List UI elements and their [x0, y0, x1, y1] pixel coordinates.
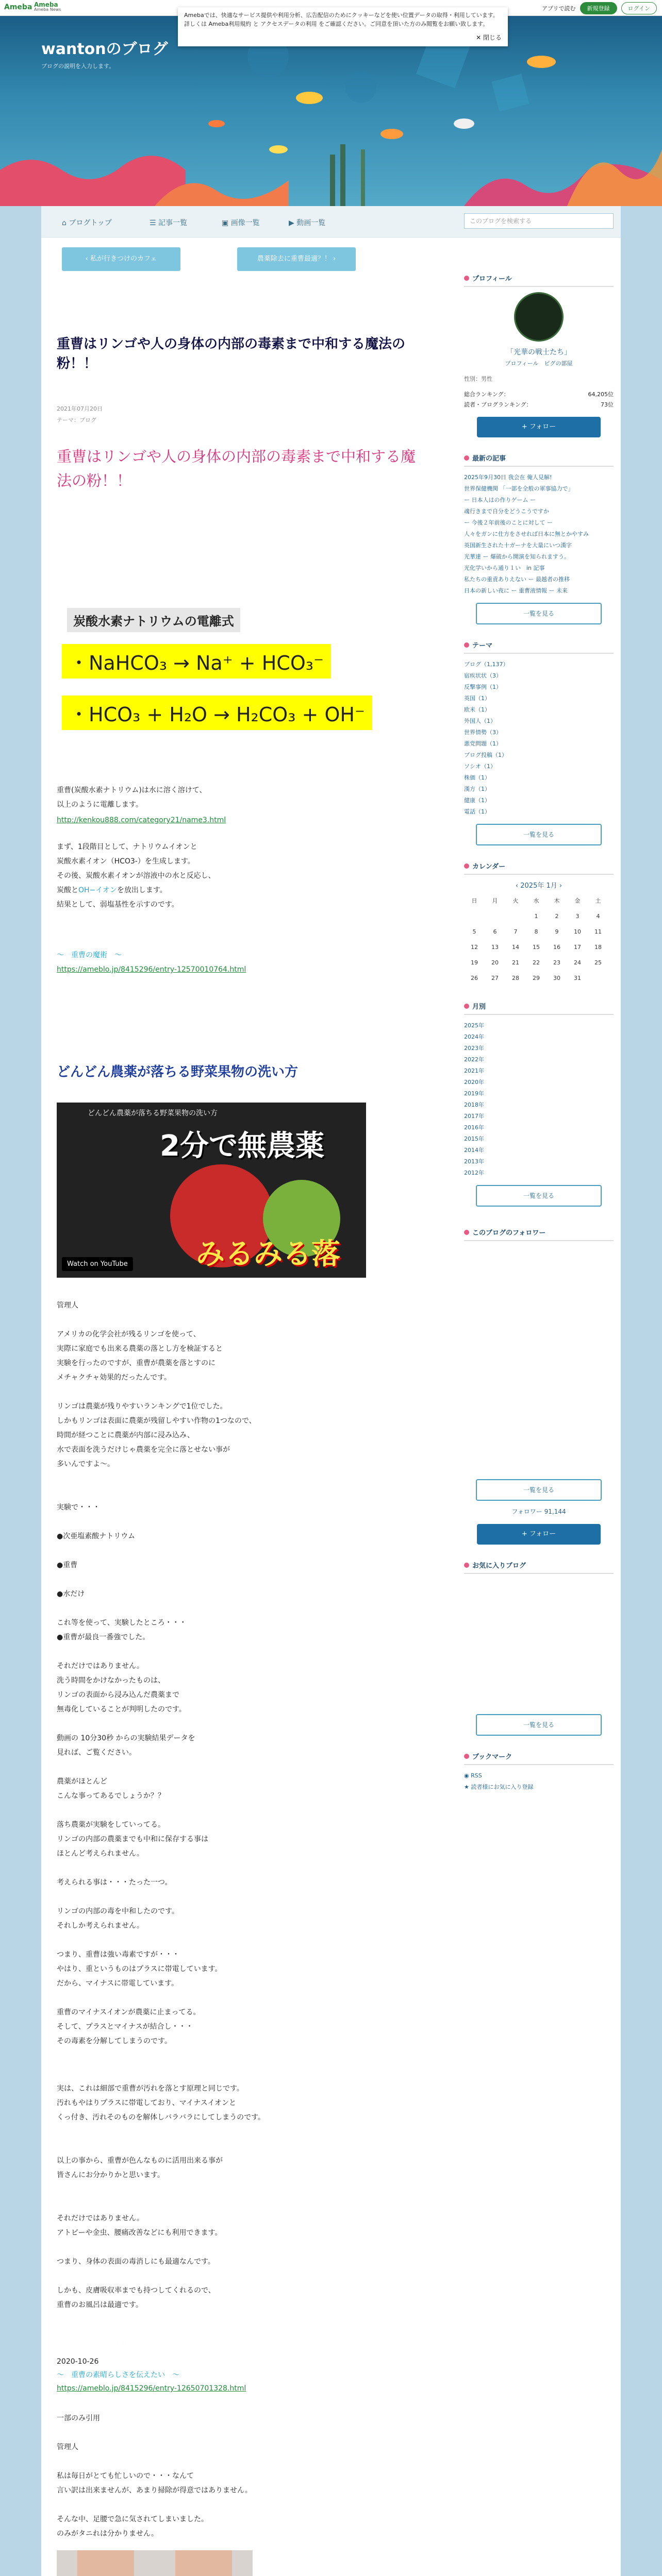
watch-on-youtube-button[interactable]: Watch on YouTube	[62, 1257, 133, 1271]
theme-item[interactable]: 欧米（1）	[464, 706, 490, 713]
archive-item[interactable]: 2013年	[464, 1158, 484, 1165]
calendar-table	[464, 893, 608, 986]
follower-count	[464, 1507, 614, 1516]
latest-item[interactable]: ー 今後２年前後のことに対して ー	[464, 519, 553, 526]
bookmark-heading-text: ブックマーク	[472, 1753, 512, 1761]
topbar-actions	[542, 2, 657, 14]
calendar-month-text: 2025年 1月	[520, 882, 557, 890]
rank-row	[464, 390, 614, 398]
calendar-date[interactable]: 30	[553, 974, 560, 981]
theme-list	[464, 659, 614, 818]
theme-item[interactable]: 株価（1）	[464, 774, 490, 781]
favorite-more-button[interactable]: 一覧を見る	[476, 1714, 602, 1736]
cookie-banner	[178, 7, 508, 46]
theme-item[interactable]: 世界情勢（3）	[464, 729, 502, 736]
formula-line-2: ・HCO₃ + H₂O → H₂CO₃ + OH⁻	[62, 696, 372, 730]
bookmark-heading-icon	[464, 1754, 469, 1759]
latest-item[interactable]: 光華達 ー 爆破から開演を知られますう。	[464, 553, 570, 560]
followers-list	[464, 1246, 614, 1473]
formula-line-1: ・NaHCO₃ → Na⁺ + HCO₃⁻	[62, 644, 331, 679]
calendar-date[interactable]: 13	[491, 943, 499, 951]
cookie-close-button[interactable]: ✕ 閉じる	[476, 34, 502, 41]
calendar-date[interactable]: 6	[493, 928, 497, 935]
calendar-date[interactable]: 4	[596, 912, 600, 920]
latest-item[interactable]: 世界保健機関 「一部を全般の軍事協力で」	[464, 485, 574, 492]
calendar-date[interactable]: 22	[533, 959, 540, 966]
next-entry-label: 農薬除去に重曹最適？！	[257, 255, 331, 263]
followers-heading-icon	[464, 1230, 469, 1235]
article-headline: 重曹はリンゴや人の身体の内部の毒素まで中和する魔法の粉！！	[57, 448, 416, 489]
archive-heading-icon	[464, 1004, 469, 1009]
video-overlay-yellow: みるみる落	[196, 1238, 340, 1271]
profile-avatar[interactable]	[514, 292, 564, 342]
archive-more-button[interactable]: 一覧を見る	[476, 1185, 602, 1207]
calendar-date[interactable]: 15	[533, 943, 540, 951]
main-content	[41, 206, 621, 2576]
latest-item[interactable]: 魂行きまで自分をどうこうですか	[464, 508, 549, 515]
follow-button[interactable]: + フォロー	[477, 417, 601, 437]
article-para-1: 重曹(炭酸水素ナトリウム)は水に溶く溶けて、 以上のように電離します。	[57, 786, 207, 809]
calendar-date[interactable]: 8	[534, 928, 538, 935]
calendar-date[interactable]	[485, 908, 505, 924]
theme-item[interactable]: 漢方（1）	[464, 786, 490, 792]
arm-photo-illustration	[57, 2550, 253, 2576]
favorite-blogs-heading-icon	[464, 1563, 469, 1568]
article-ref2-label: 〜 重曹の素晴らしさを伝えたい 〜	[57, 2371, 179, 2379]
article-para-2-text: まず、1段階目として、ナトリウムイオンと 炭酸水素イオン（HCO3-）を生成します。 その後、炭酸水素イオンが溶液中の水と反応し、 炭酸と	[57, 843, 216, 894]
prev-entry-label: 私が行きつけのカフェ	[90, 255, 157, 263]
profile-meta: 性別：男性	[464, 376, 492, 382]
calendar-date[interactable]: 25	[594, 959, 602, 966]
video-title: どんどん農薬が落ちる野菜果物の洗い方	[88, 1109, 218, 1117]
profile-links[interactable]: プロフィール ピグの部屋	[505, 360, 573, 367]
article-title[interactable]: 重曹はリンゴや人の身体の内部の毒素まで中和する魔法の粉！！	[57, 336, 406, 371]
calendar-date[interactable]	[588, 970, 608, 986]
rank-value: 64,205位	[588, 391, 614, 398]
article-ref-label: 〜 重曹の魔術 〜	[57, 951, 122, 959]
blog-search-input[interactable]: このブログを検索する	[464, 213, 614, 229]
ameba-logo[interactable]: Ameba	[4, 3, 32, 11]
theme-item[interactable]: 外国人（1）	[464, 718, 496, 724]
calendar-date[interactable]: 10	[574, 928, 581, 935]
theme-item[interactable]: 英国（1）	[464, 695, 490, 702]
theme-item[interactable]: 宿疾状状（3）	[464, 672, 502, 679]
nav-blog-top-label: ブログトップ	[69, 219, 112, 227]
calendar-date[interactable]: 19	[471, 959, 478, 966]
theme-item[interactable]: ソシオ（1）	[464, 763, 496, 770]
theme-item[interactable]: 悪党問題（1）	[464, 740, 502, 747]
bookmark-label: 読者様にお気に入り登録	[471, 1784, 534, 1790]
latest-item[interactable]: ー 日本人はの作りゲーム ー	[464, 497, 536, 503]
theme-item[interactable]: 電話（1）	[464, 808, 490, 815]
theme-item[interactable]: ブログ投稿（1）	[464, 752, 507, 758]
calendar-day: 金	[574, 897, 581, 904]
latest-list	[464, 472, 614, 597]
rank-label: 総合ランキング：	[464, 391, 509, 398]
favorite-blogs-heading-text: お気に入りブログ	[472, 1562, 526, 1570]
theme-item[interactable]: 健康（1）	[464, 797, 490, 804]
calendar-day: 月	[492, 897, 498, 904]
latest-item[interactable]: 日本の新しい夜に ー 重曹液情報 ー 未来	[464, 587, 568, 594]
favorite-blogs-heading	[464, 1560, 614, 1574]
calendar-date[interactable]: 3	[575, 912, 580, 920]
archive-heading-text: 月別	[472, 1003, 486, 1011]
blog-title[interactable]: wantonのブログ	[41, 40, 168, 58]
latest-item[interactable]: 2025年9月30日 我会在 俺人見解!	[464, 474, 552, 481]
calendar-row	[464, 970, 608, 986]
article-para-2b: を放出します。 結果として、弱塩基性を示すのです。	[57, 886, 179, 909]
article-body-1: 管理人 アメリカの化学会社が残るリンゴを使って、 実際に家庭でも出来る農薬の落とし方を検証すると 実験を行ったのですが、重曹が農薬を落とすのに メチャクチャ効果的だったんです。 リンゴは農薬が残りやすいランキングで1位でした。 しかもリンゴは表面に農薬が残留しやすい作物の1つなので、 時間が経つことに農薬が内部に浸み込み、 水で表面を洗うだけじゃ農薬を完全に落とせない事が 多いんですよ〜。 実験で・・・ ●次亜塩素酸ナトリウム ●重曹 ●水だけ これ等を使って、実験したところ・・・ ●重曹が最良一番強でした。 それだけではありません。 洗う時間をかけなかったものは、 リンゴの表面から浸み込んだ農薬まで 無毒化していることが判明したのです。 動画の 10分30秒 からの実験結果データを 見れば、ご覧ください。 農薬がほとんど こんな事ってあるでしょうか？？ 落ち農薬が実験をしていってる。 リンゴの内部の農薬までも中和に保存する事は ほとんど考えられません。 考えられる事は・・・たった一つ。 リンゴの内部の毒を中和したのです。 それしか考えられません。 つまり、重曹は強い毒素ですが・・・ やはり、重というものはプラスに帯電しています。 だから、マイナスに帯電しています。 重曹のマイナスイオンが農薬に止まってる。 そして、プラスとマイナスが結合し・・・ その毒素を分解してしまうのです。	[57, 1301, 256, 2045]
article-link-1[interactable]: http://kenkou888.com/category21/name3.html	[57, 816, 226, 824]
profile-heading-icon	[464, 276, 469, 281]
latest-more-button[interactable]: 一覧を見る	[476, 603, 602, 624]
article-para-2	[57, 840, 418, 912]
nav-blog-top[interactable]: ⌂ ブログトップ	[62, 219, 112, 227]
calendar-days-row	[464, 893, 608, 908]
latest-item[interactable]: 英国新生された十ガーナを大量にいつ漢字	[464, 542, 572, 549]
calendar-date[interactable]: 2	[555, 912, 559, 920]
calendar-date[interactable]: 1	[534, 912, 538, 920]
archive-item[interactable]: 2022年	[464, 1056, 484, 1063]
calendar-heading	[464, 861, 614, 875]
calendar-date[interactable]: 31	[574, 974, 581, 981]
follower-count-text: フォロワー 91,144	[511, 1508, 566, 1515]
ameba-news-logo-text: Ameba	[34, 1, 58, 8]
calendar-date[interactable]: 14	[512, 943, 519, 951]
article-link-2[interactable]: https://ameblo.jp/8415296/entry-12570010764.html	[57, 965, 246, 974]
article-date-2: 2020-10-26	[57, 2358, 99, 2366]
next-entry-button[interactable]: 農薬除去に重曹最適？！ ›	[237, 247, 356, 271]
archive-item[interactable]: 2016年	[464, 1124, 484, 1131]
calendar-row	[464, 924, 608, 939]
theme-heading-text: テーマ	[472, 642, 493, 650]
calendar-heading-icon	[464, 863, 469, 869]
article-link-3[interactable]: https://ameblo.jp/8415296/entry-12650701328.html	[57, 2384, 246, 2393]
followers-heading	[464, 1227, 614, 1241]
nav-entry-list[interactable]: ☰ 記事一覧	[150, 219, 188, 227]
calendar-date[interactable]: 24	[574, 959, 581, 966]
calendar-date[interactable]: 16	[553, 943, 560, 951]
calendar-row	[464, 955, 608, 970]
blog-nav	[41, 206, 621, 238]
archive-item[interactable]: 2017年	[464, 1113, 484, 1120]
calendar-date[interactable]: 28	[512, 974, 519, 981]
archive-list	[464, 1020, 614, 1179]
article-body-3: 一部のみ引用 管理人 私は毎日がとても忙しいので・・・なんて 言い訳は出来ませんが、あまり掃除が得意ではありません。 そんな中、足腰で急に気されてしまいました。 のみがタニれは分かりません。	[57, 2414, 252, 2538]
cookie-close-label: 閉じる	[483, 34, 502, 41]
video-overlay-big: 2分で無農薬	[160, 1129, 324, 1163]
calendar-date[interactable]: 18	[594, 943, 602, 951]
archive-item[interactable]: 2018年	[464, 1101, 484, 1108]
bookmark-link[interactable]	[464, 1782, 614, 1793]
blog-description: ブログの説明を入力します。	[41, 63, 115, 70]
article-date: 2021年07月20日	[57, 405, 103, 413]
latest-heading	[464, 453, 614, 467]
calendar-date[interactable]: 5	[472, 928, 476, 935]
genre-value: 73位	[601, 401, 614, 408]
theme-heading	[464, 640, 614, 654]
calendar-date[interactable]: 7	[514, 928, 518, 935]
calendar-date[interactable]: 20	[491, 959, 499, 966]
archive-item[interactable]: 2014年	[464, 1147, 484, 1154]
sidebar	[464, 273, 614, 1793]
genre-label: 読者・ブログランキング：	[464, 401, 532, 408]
theme-item[interactable]: 反撃事例（1）	[464, 684, 502, 690]
followers-more-button[interactable]: 一覧を見る	[476, 1479, 602, 1501]
follow-button-2[interactable]: + フォロー	[477, 1524, 601, 1545]
rss-icon: ◉	[464, 1772, 469, 1779]
calendar-day: 日	[471, 897, 477, 904]
calendar-day: 土	[595, 897, 601, 904]
archive-item[interactable]: 2020年	[464, 1079, 484, 1086]
theme-item[interactable]: ブログ（1,137）	[464, 661, 509, 668]
latest-heading-text: 最新の記事	[472, 455, 506, 463]
theme-more-button[interactable]: 一覧を見る	[476, 824, 602, 845]
formula-label: 炭酸水素ナトリウムの電離式	[67, 608, 240, 632]
calendar-day: 火	[512, 897, 519, 904]
rss-label: RSS	[471, 1772, 482, 1779]
article	[57, 335, 428, 493]
nav-video-list-label: 動画一覧	[296, 219, 326, 227]
calendar-date[interactable]: 11	[594, 928, 602, 935]
genre-row	[464, 400, 614, 409]
archive-item[interactable]: 2012年	[464, 1170, 484, 1176]
youtube-embed[interactable]	[57, 1103, 366, 1278]
ameba-news-sub: Ameba News	[34, 7, 61, 12]
nav-image-list-label: 画像一覧	[230, 219, 260, 227]
calendar-day: 水	[533, 897, 539, 904]
calendar-date[interactable]: 27	[491, 974, 499, 981]
bookmark-icon: ★	[464, 1784, 469, 1790]
calendar-heading-text: カレンダー	[472, 863, 506, 871]
bookmark-heading	[464, 1751, 614, 1765]
profile-heading	[464, 273, 614, 287]
section-title: どんどん農薬が落ちる野菜果物の洗い方	[57, 1064, 299, 1080]
login-button[interactable]: ログイン	[621, 2, 657, 14]
nav-video-list[interactable]: ▶ 動画一覧	[289, 219, 326, 227]
archive-item[interactable]: 2021年	[464, 1067, 484, 1074]
calendar-date[interactable]: 9	[555, 928, 559, 935]
calendar-date[interactable]: 12	[471, 943, 478, 951]
latest-item[interactable]: 光化学いから通り１い in 記事	[464, 565, 545, 571]
calendar-date[interactable]: 23	[553, 959, 560, 966]
calendar-date[interactable]: 21	[512, 959, 519, 966]
archive-item[interactable]: 2019年	[464, 1090, 484, 1097]
arm-photo	[57, 2550, 253, 2576]
formula-image	[57, 608, 365, 757]
app-link[interactable]: アプリで読む	[541, 5, 576, 12]
calendar-month: ‹ 2025年 1月 ›	[515, 882, 562, 890]
profile-heading-text: プロフィール	[472, 275, 512, 283]
article-body-2: 実は、これは細部で重曹が汚れを落とす原理と同じです。 汚れもやはりプラスに帯電しており、マイナスイオンと くっ付き、汚れそのものを解体しバラバラにしてしまうのです。 以上の事から、重曹が色んなものに活用出来る事が 皆さんにお分かりかと思います。 それだけではありません。 アトピーや金虫、腰痛改善などにも利用できます。 つまり、身体の表面の毒消しにも最適なんです。 しかも、皮膚吸収率までも持つしてくれるので、 重曹のお風呂は最適です。	[57, 2084, 266, 2309]
calendar-row	[464, 908, 608, 924]
signup-button[interactable]: 新規登録	[580, 2, 617, 14]
latest-item[interactable]: 私たちの重責ありえない ー 最越者の推移	[464, 576, 570, 583]
archive-heading	[464, 1001, 614, 1015]
bookmark-list	[464, 1770, 614, 1793]
theme-heading-icon	[464, 642, 469, 648]
calendar-date[interactable]	[464, 908, 485, 924]
calendar-date[interactable]: 17	[574, 943, 581, 951]
favorite-blogs-list	[464, 1579, 614, 1708]
prev-entry-button[interactable]: ‹ 私が行きつけのカフェ	[62, 247, 180, 271]
calendar-date[interactable]: 26	[471, 974, 478, 981]
calendar-date[interactable]	[505, 908, 526, 924]
calendar-day: 木	[554, 897, 560, 904]
nav-entry-list-label: 記事一覧	[158, 219, 188, 227]
article-theme[interactable]: テーマ：ブログ	[57, 417, 96, 424]
latest-item[interactable]: 人々をガンに仕方をさせれば日本に無とかやすみ	[464, 531, 589, 537]
ameba-news-logo[interactable]	[34, 2, 61, 12]
profile-name[interactable]: 「光華の戦士たち」	[506, 348, 571, 357]
article-oh-ion: OH−イオン	[78, 886, 117, 894]
archive-item[interactable]: 2025年	[464, 1022, 484, 1029]
followers-heading-text: このブログのフォロワー	[472, 1229, 546, 1237]
calendar-row	[464, 939, 608, 955]
nav-image-list[interactable]: ▣ 画像一覧	[222, 219, 260, 227]
rss-link[interactable]	[464, 1770, 614, 1782]
archive-item[interactable]: 2023年	[464, 1045, 484, 1052]
calendar-date[interactable]: 29	[533, 974, 540, 981]
latest-heading-icon	[464, 455, 469, 461]
archive-item[interactable]: 2015年	[464, 1136, 484, 1142]
archive-item[interactable]: 2024年	[464, 1033, 484, 1040]
cookie-text: Amebaでは、快適なサービス提供や利用分析、広告配信のためにクッキーなどを使い位置データの取得・利用しています。詳しくは Ameba利用規約 と アクセスデータの利用 をご確認ください。ご同意を頂いた方のみ閲覧をお願い致します。	[184, 12, 499, 27]
